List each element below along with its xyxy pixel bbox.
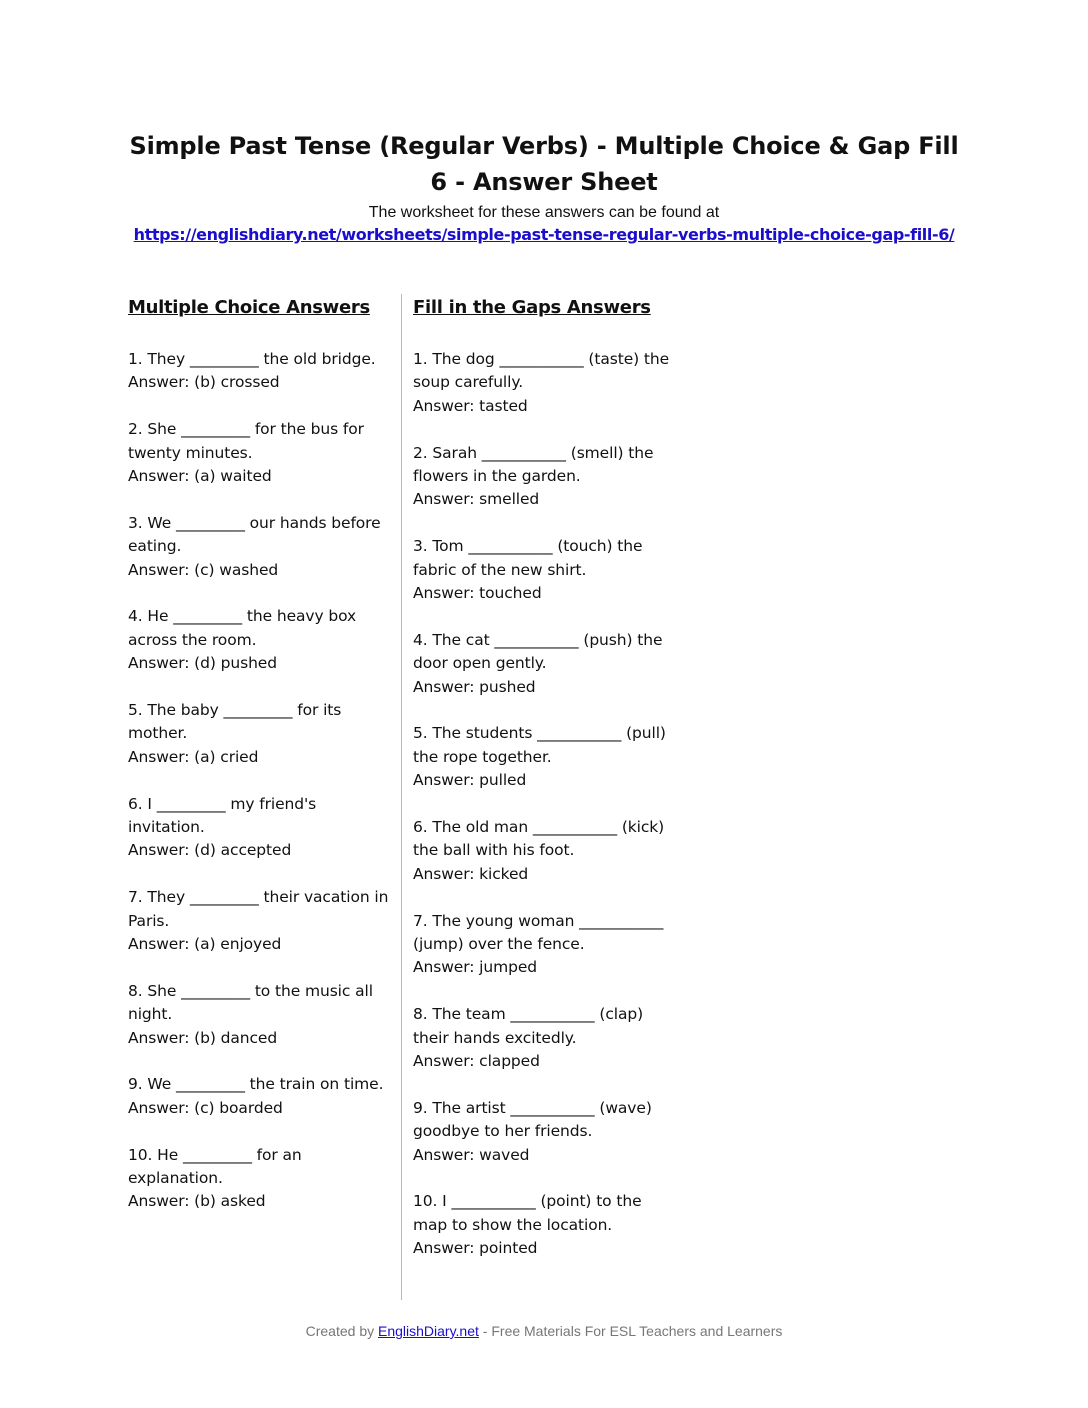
answer-columns	[128, 294, 688, 1300]
question-text: 1. They _________ the old bridge.	[128, 350, 376, 368]
question-text: 9. The artist ___________ (wave) goodbye to her friends.	[413, 1098, 652, 1141]
answer-item	[413, 1003, 675, 1073]
answer-text: Answer: (a) waited	[128, 467, 272, 486]
answer-text: Answer: (c) boarded	[128, 1098, 283, 1117]
question-text: 6. The old man ___________ (kick) the ball with his foot.	[413, 818, 665, 860]
question-text: 5. The baby _________ for its mother.	[128, 701, 342, 743]
answer-text: Answer: pulled	[413, 771, 527, 790]
answer-item	[413, 722, 675, 792]
answer-text: Answer: (b) danced	[128, 1028, 278, 1047]
multiple-choice-column	[128, 294, 390, 1237]
worksheet-note: The worksheet for these answers can be found at	[368, 204, 720, 221]
answer-text: Answer: (a) cried	[128, 747, 259, 766]
gap-fill-heading: Fill in the Gaps Answers	[413, 297, 651, 318]
footer-prefix: Created by	[305, 1323, 375, 1339]
page-footer	[0, 1320, 1088, 1342]
question-text: 2. She _________ for the bus for twenty minutes.	[128, 420, 364, 462]
answer-text: Answer: kicked	[413, 864, 529, 883]
answer-text: Answer: (d) accepted	[128, 841, 292, 860]
answer-item	[128, 418, 390, 488]
answer-text: Answer: (d) pushed	[128, 654, 277, 673]
footer-site-link[interactable]: EnglishDiary.net	[378, 1323, 479, 1339]
question-text: 3. Tom ___________ (touch) the fabric of the new shirt.	[413, 537, 643, 579]
question-text: 10. I ___________ (point) to the map to show the location.	[413, 1192, 642, 1234]
question-text: 6. I _________ my friend's invitation.	[128, 794, 317, 837]
gap-fill-list	[413, 348, 675, 1261]
answer-text: Answer: smelled	[413, 490, 540, 509]
answer-text: Answer: (c) washed	[128, 560, 279, 579]
page-header	[0, 128, 1088, 246]
answer-item	[128, 512, 390, 582]
question-text: 7. The young woman ___________ (jump) over the fence.	[413, 911, 664, 954]
footer-suffix: - Free Materials For ESL Teachers and Learners	[482, 1323, 783, 1339]
answer-text: Answer: touched	[413, 584, 542, 603]
answer-item	[413, 1097, 675, 1167]
answer-text: Answer: (a) enjoyed	[128, 935, 282, 954]
answer-item	[128, 1144, 390, 1214]
answer-item	[413, 442, 675, 512]
question-text: 1. The dog ___________ (taste) the soup carefully.	[413, 350, 670, 392]
answer-item	[128, 348, 390, 395]
question-text: 2. Sarah ___________ (smell) the flowers in the garden.	[413, 443, 654, 486]
question-text: 7. They _________ their vacation in Paris.	[128, 888, 389, 930]
answer-item	[413, 629, 675, 699]
answer-item	[128, 793, 390, 863]
answer-item	[413, 910, 675, 980]
question-text: 8. She _________ to the music all night.	[128, 981, 373, 1024]
answer-text: Answer: clapped	[413, 1052, 540, 1071]
question-text: 10. He _________ for an explanation.	[128, 1145, 302, 1188]
gap-fill-column	[413, 294, 675, 1284]
answer-item	[413, 816, 675, 886]
answer-item	[413, 535, 675, 605]
question-text: 9. We _________ the train on time.	[128, 1075, 384, 1094]
answer-item	[128, 699, 390, 769]
answer-text: Answer: waved	[413, 1145, 530, 1164]
multiple-choice-heading: Multiple Choice Answers	[128, 297, 370, 318]
question-text: 5. The students ___________ (pull) the rope together.	[413, 724, 666, 766]
worksheet-link[interactable]: https://englishdiary.net/worksheets/simple-past-tense-regular-verbs-multiple-choice-gap-fill-6/	[133, 225, 955, 244]
answer-text: Answer: jumped	[413, 958, 538, 977]
answer-item	[413, 348, 675, 418]
multiple-choice-list	[128, 348, 390, 1214]
question-text: 8. The team ___________ (clap) their hands excitedly.	[413, 1005, 644, 1047]
answer-text: Answer: pushed	[413, 677, 536, 696]
answer-text: Answer: (b) asked	[128, 1192, 266, 1211]
answer-item	[128, 605, 390, 675]
answer-item	[128, 886, 390, 956]
answer-item	[128, 1073, 390, 1120]
answer-item	[128, 980, 390, 1050]
answer-item	[413, 1190, 675, 1260]
answer-text: Answer: pointed	[413, 1239, 538, 1258]
question-text: 3. We _________ our hands before eating.	[128, 513, 381, 556]
page-title: Simple Past Tense (Regular Verbs) - Multiple Choice & Gap Fill 6 - Answer Sheet	[129, 132, 959, 196]
column-divider	[401, 294, 402, 1300]
answer-text: Answer: (b) crossed	[128, 373, 280, 392]
answer-text: Answer: tasted	[413, 396, 528, 415]
question-text: 4. The cat ___________ (push) the door open gently.	[413, 630, 663, 673]
question-text: 4. He _________ the heavy box across the room.	[128, 607, 357, 649]
